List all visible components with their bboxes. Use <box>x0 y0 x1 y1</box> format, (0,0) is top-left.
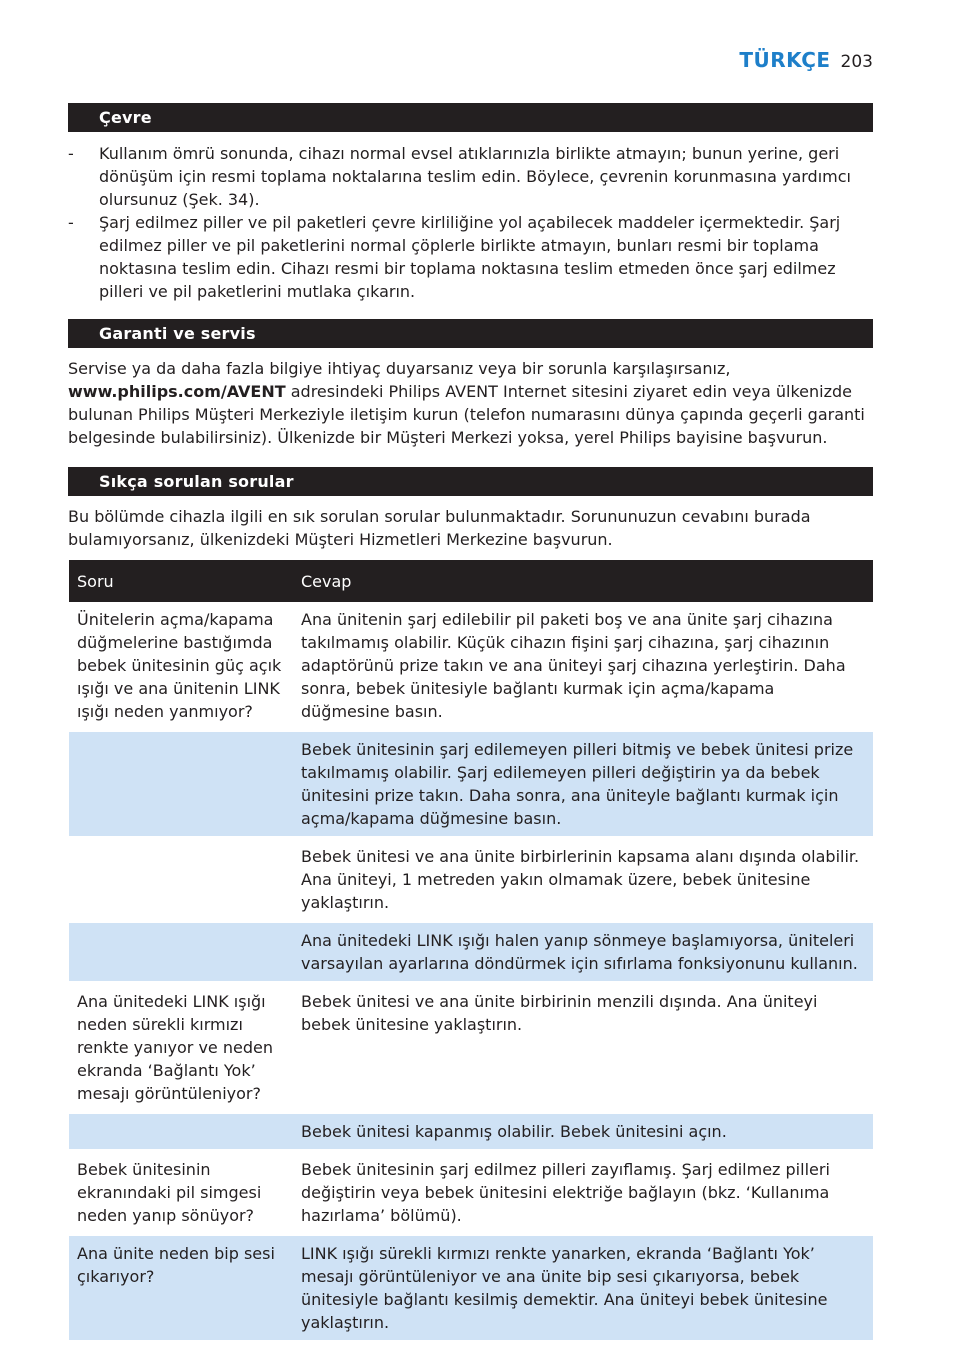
question-cell: Ünitelerin açma/kapama düğmelerine bastığımda bebek ünitesinin güç açık ışığı ve ana ünitenin LINK ışığı neden yanmıyor? <box>69 602 293 731</box>
list-item-text: Kullanım ömrü sonunda, cihazı normal evsel atıklarınızla birlikte atmayın; bunun yerine, geri dönüşüm için resmi toplama noktalarına teslim edin. Böylece, çevrenin korunmasına yardımcı olursunuz (Şek. 34). <box>99 144 851 209</box>
page-header <box>739 48 873 72</box>
answer-cell: Bebek ünitesi ve ana ünite birbirlerinin kapsama alanı dışında olabilir. Ana üniteyi, 1 metreden yakın olmamak üzere, bebek ünitesine yaklaştırın. <box>293 838 873 922</box>
cevre-list <box>68 142 873 303</box>
question-cell <box>69 922 293 983</box>
list-dash: - <box>68 213 74 232</box>
table-row <box>69 1151 873 1235</box>
section-title-sss: Sıkça sorulan sorular <box>68 467 873 496</box>
garanti-text-after: adresindeki Philips AVENT Internet sitesini ziyaret edin veya ülkenizde bulunan Philips Müşteri Merkeziyle iletişim kurun (telefon numarasını dünya çapında geçerli garanti belgesinde bulabilirsiniz). Ülkenizde bir Müşteri Merkezi yoksa, yerel Philips bayisine başvurun. <box>68 382 865 447</box>
header-answer: Cevap <box>293 560 873 602</box>
answer-cell: Bebek ünitesi ve ana ünite birbirinin menzili dışında. Ana üniteyi bebek ünitesine yaklaştırın. <box>293 983 873 1113</box>
table-row <box>69 731 873 838</box>
garanti-text-before: Servise ya da daha fazla bilgiye ihtiyaç duyarsanız veya bir sorunla karşılaşırsanız, <box>68 359 731 378</box>
header-question: Soru <box>69 560 293 602</box>
table-row <box>69 1235 873 1342</box>
page-number: 203 <box>840 52 873 72</box>
section-title-cevre: Çevre <box>68 103 873 132</box>
table-row <box>69 983 873 1113</box>
question-cell: Ana ünite neden bip sesi çıkarıyor? <box>69 1235 293 1342</box>
language-label: TÜRKÇE <box>739 48 831 72</box>
question-cell: Bebek ünitesinin ekranındaki pil simgesi neden yanıp sönüyor? <box>69 1151 293 1235</box>
list-item <box>68 211 873 303</box>
question-cell: Ana ünitedeki LINK ışığı neden sürekli kırmızı renkte yanıyor ve neden ekranda ‘Bağlantı Yok’ mesajı görüntüleniyor? <box>69 983 293 1113</box>
faq-table <box>69 560 873 1343</box>
answer-cell: LINK ışığı sürekli kırmızı renkte yanarken, ekranda ‘Bağlantı Yok’ mesajı görüntüleniyor ve ana ünite bip sesi çıkarıyorsa, bebek ünitesiyle bağlantı kesilmiş demektir. Ana üniteyi bebek ünitesine yaklaştırın. <box>293 1235 873 1342</box>
list-dash: - <box>68 144 74 163</box>
answer-cell: Ana ünitedeki LINK ışığı halen yanıp sönmeye başlamıyorsa, üniteleri varsayılan ayarlarına döndürmek için sıfırlama fonksiyonunu kullanın. <box>293 922 873 983</box>
garanti-paragraph <box>68 357 873 449</box>
list-item-text: Şarj edilmez piller ve pil paketleri çevre kirliliğine yol açabilecek maddeler içermektedir. Şarj edilmez piller ve pil paketlerini normal çöplerle birlikte atmayın, bunları resmi bir toplama noktasına teslim edin. Cihazı resmi bir toplama noktasına teslim etmeden önce şarj edilmez pilleri ve pil paketlerini mutlaka çıkarın. <box>99 213 841 301</box>
question-cell <box>69 838 293 922</box>
question-cell <box>69 1113 293 1151</box>
answer-cell: Bebek ünitesi kapanmış olabilir. Bebek ünitesini açın. <box>293 1113 873 1151</box>
table-row <box>69 922 873 983</box>
answer-cell: Bebek ünitesinin şarj edilmez pilleri zayıflamış. Şarj edilmez pilleri değiştirin veya bebek ünitesini elektriğe bağlayın (bkz. ‘Kullanıma hazırlama’ bölümü). <box>293 1151 873 1235</box>
table-row <box>69 602 873 731</box>
sss-intro: Bu bölümde cihazla ilgili en sık sorulan sorular bulunmaktadır. Sorununuzun cevabını burada bulamıyorsanız, ülkenizdeki Müşteri Hizmetleri Merkezine başvurun. <box>68 507 811 549</box>
answer-cell: Ana ünitenin şarj edilebilir pil paketi boş ve ana ünite şarj cihazına takılmamış olabilir. Küçük cihazın fişini şarj cihazına, şarj cihazının adaptörünü prize takın ve ana üniteyi şarj cihazına yerleştirin. Daha sonra, bebek ünitesiyle bağlantı kurmak için açma/kapama düğmesine basın. <box>293 602 873 731</box>
question-cell <box>69 731 293 838</box>
table-row <box>69 1113 873 1151</box>
answer-cell: Bebek ünitesinin şarj edilemeyen pilleri bitmiş ve bebek ünitesi prize takılmamış olabilir. Şarj edilemeyen pilleri değiştirin ya da bebek ünitesini prize takın. Daha sonra, ana üniteyle bağlantı kurmak için açma/kapama düğmesine basın. <box>293 731 873 838</box>
table-row <box>69 838 873 922</box>
table-header-row <box>69 560 873 602</box>
section-title-garanti: Garanti ve servis <box>68 319 873 348</box>
philips-url-link[interactable]: www.philips.com/AVENT <box>68 382 286 401</box>
list-item <box>68 142 873 211</box>
